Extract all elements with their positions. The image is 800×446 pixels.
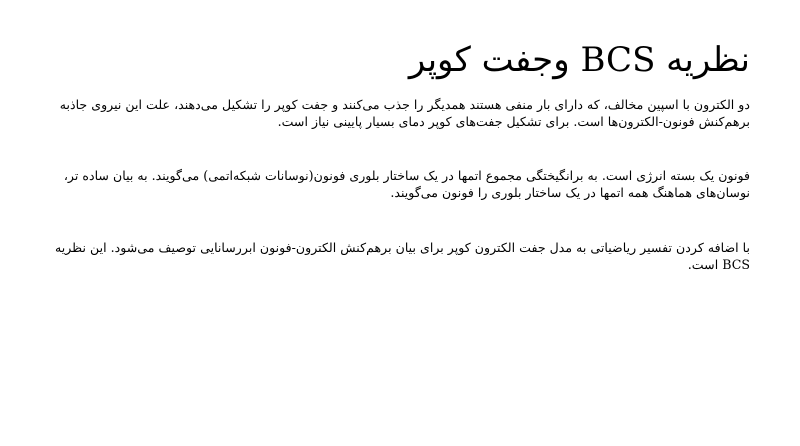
paragraph-phonon: فونون یک بسته انرژی است. به برانگیختگی مجموع اتمها در یک ساختار بلوری فونون(نوسانات شبکه‌اتمی) می‌گویند. به بیان ساده تر، نوسان‌های هماهنگ همه اتمها در یک ساختار بلوری را فونون می‌گویند. — [63, 168, 750, 200]
slide-title: نظریه BCS وجفت کوپر — [408, 40, 750, 80]
paragraph-bcs-theory: با اضافه کردن تفسیر ریاضیاتی به مدل جفت الکترون کوپر برای بیان برهم‌کنش الکترون-فونون ابررسانایی توصیف می‌شود. این نظریه BCS است. — [54, 240, 750, 272]
paragraph-cooper-pair: دو الکترون با اسپین مخالف، که دارای بار منفی هستند همدیگر را جذب می‌کنند و جفت کوپر را تشکیل می‌دهند، علت این نیروی جاذبه برهم‌کنش فونون-الکترون‌ها است. برای تشکیل جفت‌های کوپر دمای بسیار پایینی نیاز است. — [59, 97, 750, 129]
